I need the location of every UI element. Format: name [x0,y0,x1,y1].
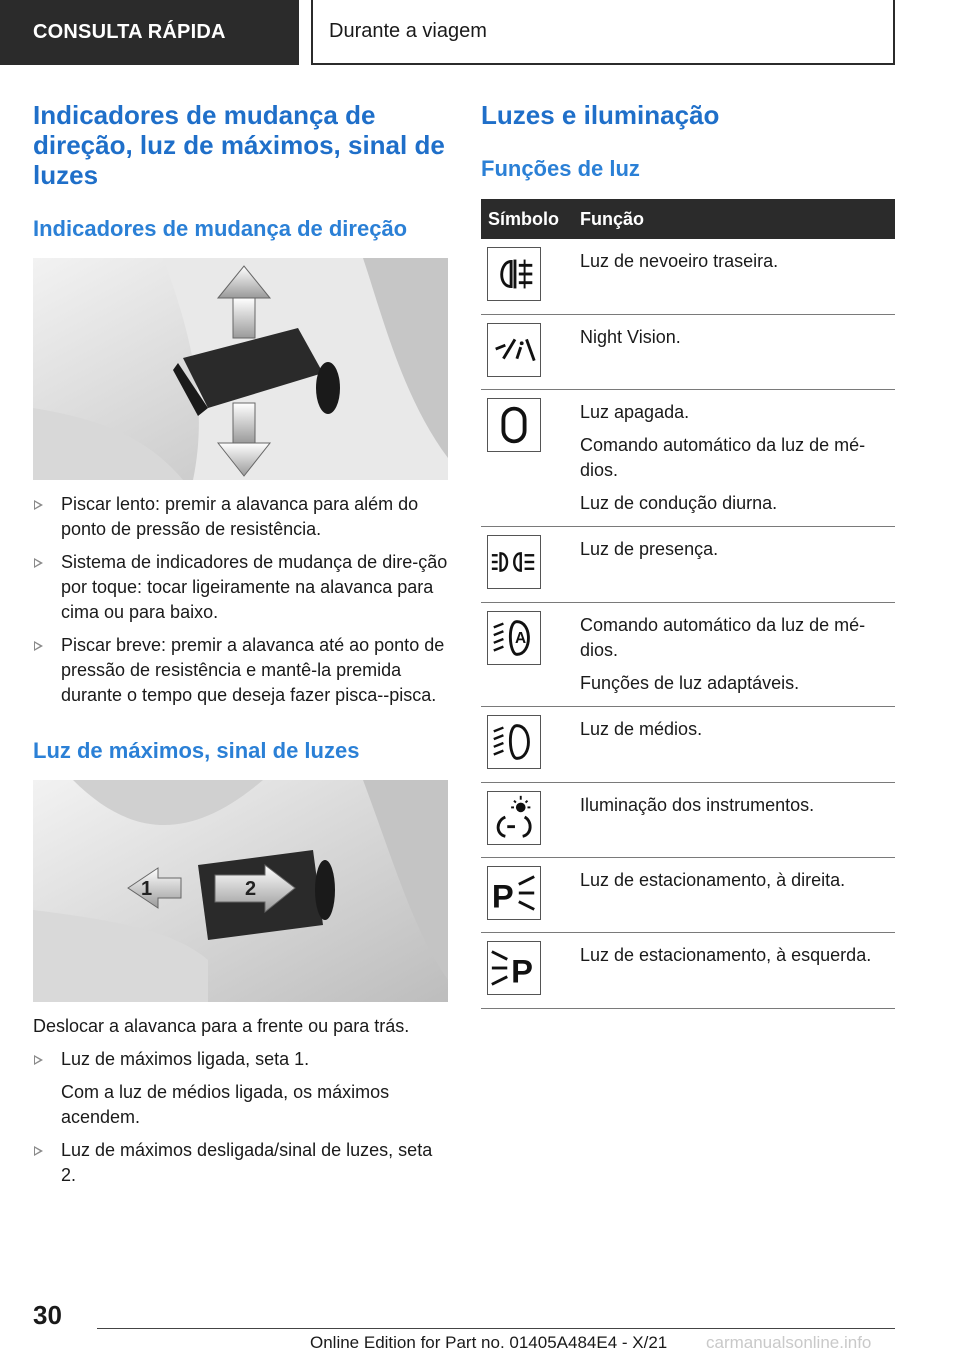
turn-signal-heading: Indicadores de mudança de direção [33,216,408,241]
chapter-tab [311,0,895,65]
col-symbol: Símbolo [481,199,580,239]
arrow-label-1: 1 [141,878,153,900]
turn-signal-lever-photo [33,258,448,480]
svg-text:P: P [511,951,533,989]
high-beam-note: Com a luz de médios ligada, os máximos acendem. [61,1082,390,1127]
rear-fog-light-icon [487,247,541,301]
left-column [33,100,448,1196]
high-beam-lever-photo [33,780,448,1002]
lights-heading: Luzes e iluminação [481,100,720,130]
table-header-row [481,199,895,239]
table-row: Luz de presença. [481,526,895,602]
col-function: Função [580,199,895,239]
footer-divider [97,1328,895,1329]
right-column [481,100,895,1009]
table-row: Luz de médios. [481,706,895,782]
high-beam-list [33,1047,448,1188]
night-vision-icon [487,323,541,377]
light-functions-table [481,199,895,1009]
svg-text:A: A [514,629,527,647]
page-number: 30 [33,1300,62,1330]
table-row: P Luz de estacionamento, à direita. [481,857,895,932]
high-beam-heading: Luz de máximos, sinal de luzes [33,738,360,763]
parking-light-right-icon [487,866,541,920]
table-row: Iluminação dos instrumentos. [481,782,895,857]
side-lights-icon [487,535,541,589]
watermark: carmanualsonline.info [706,1333,872,1352]
list-item: Piscar lento: premir a alavanca para além do ponto de pressão de resistência. [33,492,448,542]
parking-light-left-icon [487,941,541,995]
table-row: Night Vision. [481,314,895,389]
section-heading: Indicadores de mudança de direção, luz de máximos, sinal de luzes [33,100,445,190]
triangle-bullet-icon [34,500,43,510]
turn-signal-list [33,492,448,708]
triangle-bullet-icon [34,1146,43,1156]
section-title: CONSULTA RÁPIDA [33,21,226,43]
triangle-bullet-icon [34,641,43,651]
lights-off-icon [487,398,541,452]
high-beam-intro: Deslocar a alavanca para a frente ou para trás. [33,1016,410,1036]
edition-note: Online Edition for Part no. 01405A484E4 - X/21 [310,1333,668,1352]
arrow-label-2: 2 [245,878,257,900]
instrument-lighting-icon [487,791,541,845]
chapter-title: Durante a viagem [329,20,487,42]
svg-text:P: P [491,876,514,914]
list-item: Luz de máximos desligada/sinal de luzes, seta 2. [33,1138,448,1188]
triangle-bullet-icon [34,558,43,568]
list-item: Luz de máximos ligada, seta 1. Com a luz de médios ligada, os máximos acendem. [33,1047,448,1130]
low-beam-icon [487,715,541,769]
list-item: Sistema de indicadores de mudança de dire-ção por toque: tocar ligeiramente na alavanca para cima ou para baixo. [33,550,448,625]
table-row: P Luz de estacionamento, à esquerda. [481,932,895,1008]
light-functions-heading: Funções de luz [481,156,640,181]
table-row: A Comando automático da luz de mé-dios. Funções de luz adaptáveis. [481,602,895,706]
list-item: Piscar breve: premir a alavanca até ao ponto de pressão de resistência e mantê-la premida durante o tempo que deseja fazer pisca--pisca. [33,633,448,708]
triangle-bullet-icon [34,1055,43,1065]
table-row: Luz de nevoeiro traseira. [481,239,895,314]
section-tab [0,0,299,65]
table-row: Luz apagada. Comando automático da luz de mé-dios. Luz de condução diurna. [481,389,895,526]
auto-low-beam-icon [487,611,541,665]
